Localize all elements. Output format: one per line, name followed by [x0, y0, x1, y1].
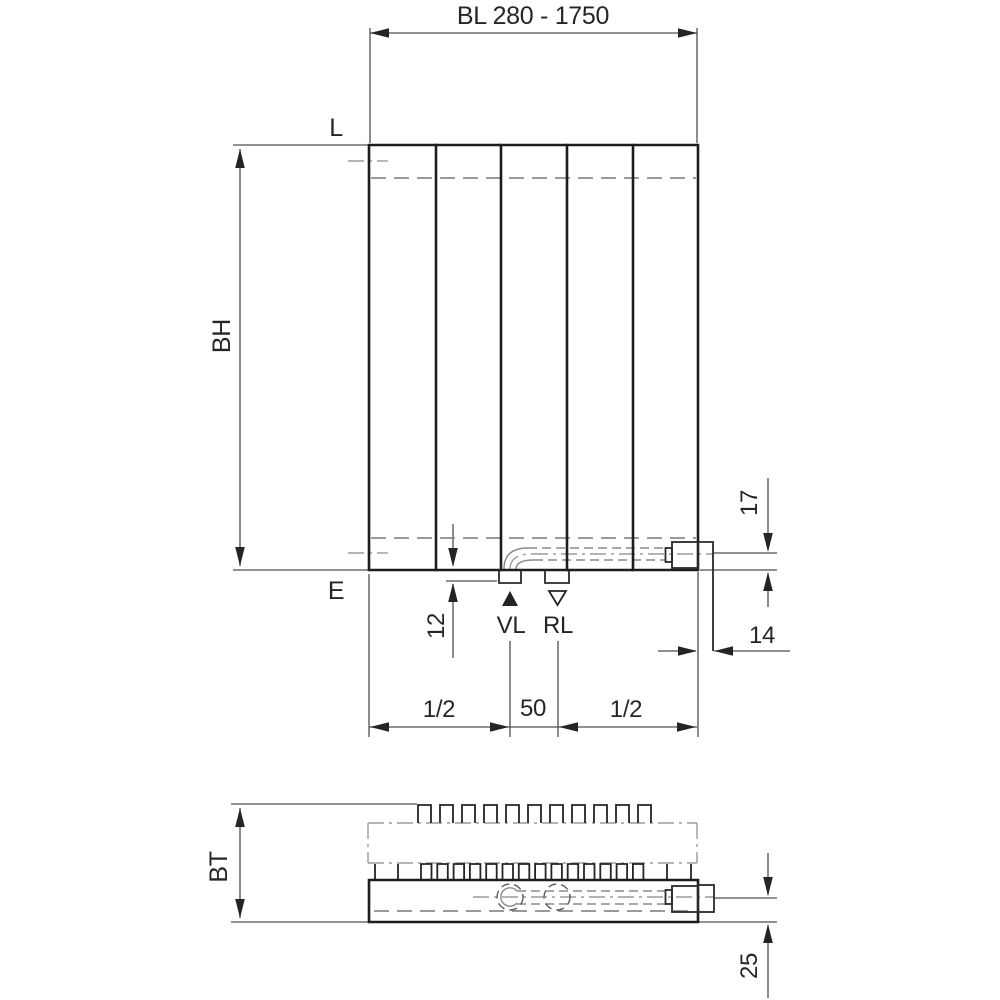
dim-12-label: 12 — [423, 612, 450, 640]
dim-25-label: 25 — [736, 952, 763, 980]
arrowhead — [678, 28, 697, 38]
arrowhead — [370, 722, 389, 732]
bottom-view — [205, 804, 777, 998]
side-connector — [698, 885, 714, 912]
panel-section-body — [369, 880, 698, 922]
arrowhead — [370, 28, 389, 38]
dim-17-label: 17 — [736, 489, 763, 517]
arrowhead — [763, 924, 773, 943]
arrowhead — [235, 808, 245, 827]
arrowhead — [763, 877, 773, 896]
arrowhead — [763, 533, 773, 552]
radiator-body — [369, 145, 698, 570]
vl-flow-marker — [502, 591, 518, 606]
side-nipple — [672, 886, 698, 912]
dim-50-label: 50 — [519, 695, 547, 722]
arrowhead — [490, 722, 509, 732]
dim-14-label: 14 — [748, 622, 776, 649]
fin-teeth — [418, 805, 651, 823]
bottom-hidden-lines — [368, 823, 715, 911]
bt-dimension-label: BT — [205, 851, 233, 883]
bh-dimension-label: BH — [208, 318, 236, 354]
label-e: E — [327, 577, 345, 605]
arrowhead — [559, 722, 578, 732]
arrowhead — [235, 149, 245, 168]
convector-fins — [375, 805, 691, 879]
arrowhead — [448, 583, 458, 602]
dim-half-right-label: 1/2 — [609, 696, 643, 723]
fin-teeth — [421, 864, 643, 879]
arrowhead — [448, 548, 458, 567]
vl-label: VL — [496, 612, 526, 639]
front-hidden-lines — [348, 161, 714, 569]
arrowhead — [763, 572, 773, 591]
radiator-front-outline — [369, 145, 713, 651]
side-nipple-shoulder — [666, 548, 673, 562]
arrowhead — [235, 547, 245, 566]
front-view — [208, 2, 790, 737]
bottom-dimension-lines — [231, 804, 777, 998]
side-nipple — [672, 542, 698, 568]
arrowhead — [714, 646, 733, 656]
dim-half-left-label: 1/2 — [422, 696, 456, 723]
dimension-arrowheads — [235, 28, 776, 943]
arrowhead — [678, 646, 697, 656]
upper-fin-row — [418, 805, 651, 823]
rl-return-marker — [549, 591, 566, 605]
arrowhead — [677, 722, 696, 732]
label-l: L — [329, 114, 343, 142]
wall-bracket-line — [699, 542, 713, 651]
rl-label: RL — [542, 612, 574, 639]
bl-dimension-label: BL 280 - 1750 — [456, 2, 610, 30]
lower-fin-row — [421, 864, 643, 879]
arrowhead — [235, 899, 245, 918]
radiator-section-outline — [369, 880, 714, 922]
return-connection-stub — [545, 570, 569, 583]
supply-connection-stub — [499, 570, 521, 583]
